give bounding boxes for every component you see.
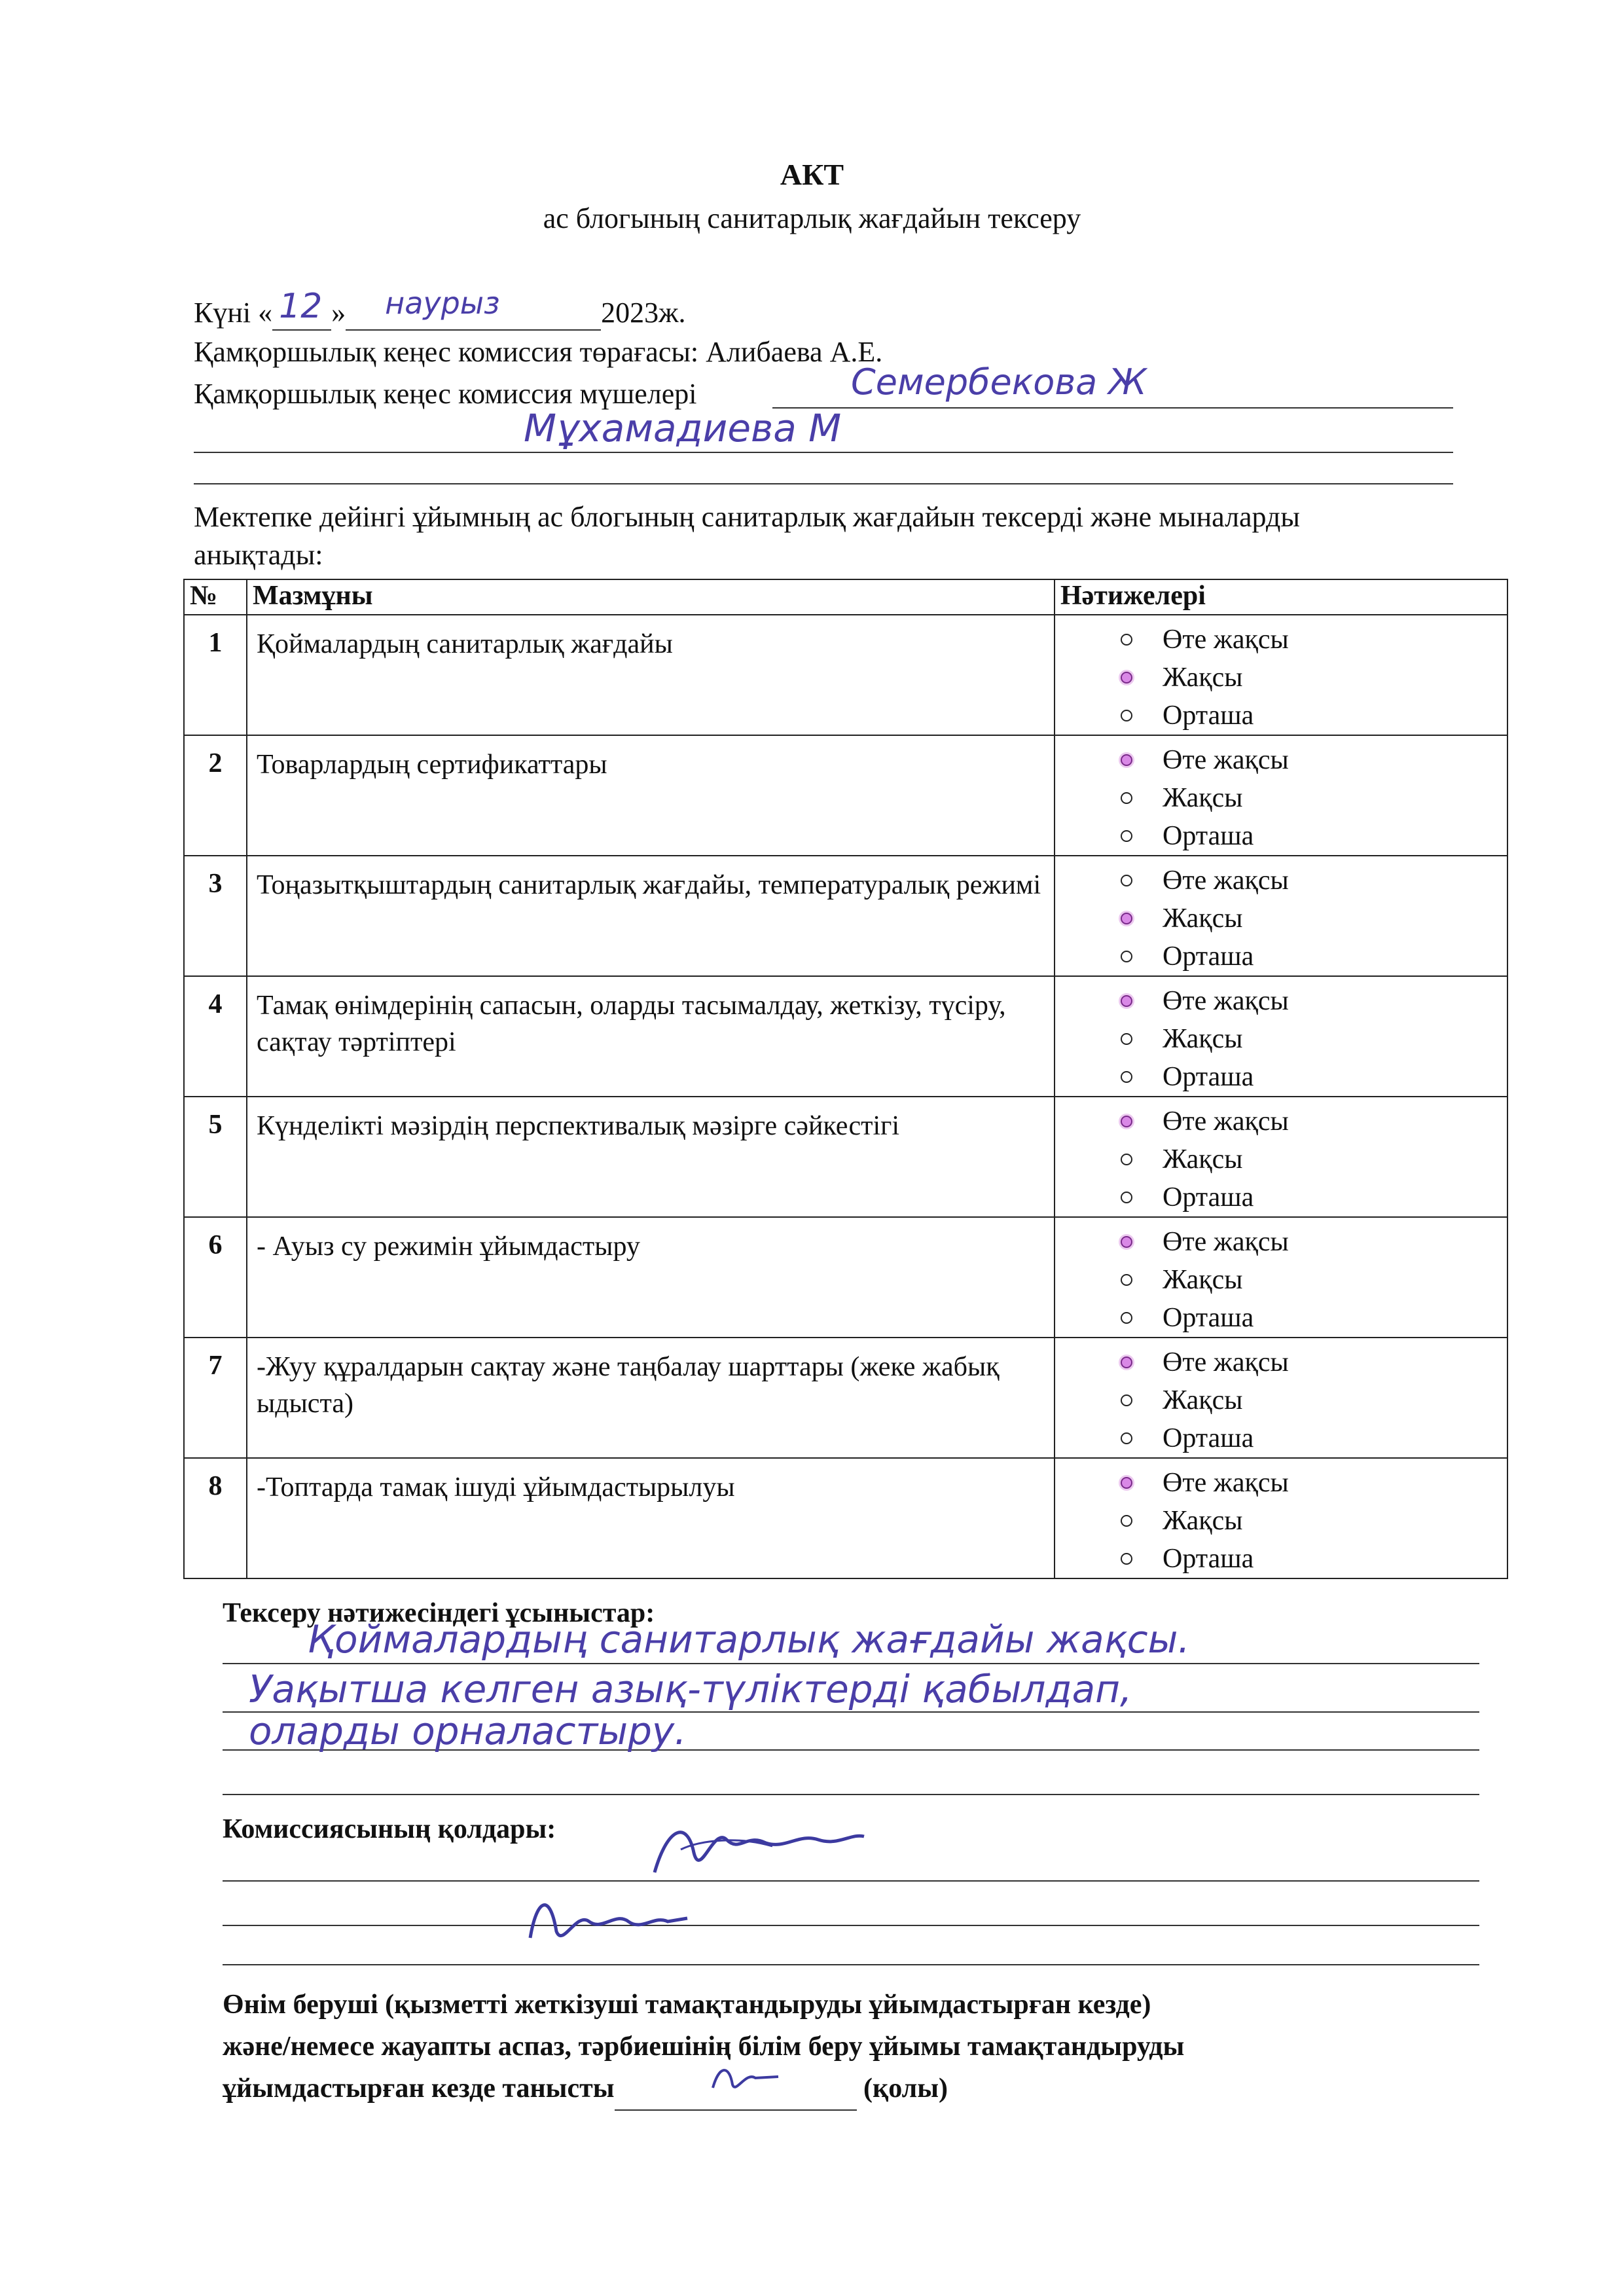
row-results <box>1055 1097 1507 1217</box>
radio-empty-icon[interactable] <box>1121 1553 1132 1565</box>
signature-2 <box>517 1886 713 1958</box>
members-underline-2 <box>194 452 1453 453</box>
table-row <box>184 735 1507 856</box>
footer-line-2: және/немесе жауапты аспаз, тәрбиешінің білім беру ұйымы тамақтандыруды <box>223 2032 1185 2062</box>
result-option[interactable] <box>1121 1058 1507 1096</box>
radio-selected-icon[interactable] <box>1121 754 1132 766</box>
result-option-label: Өте жақсы <box>1163 866 1289 896</box>
date-day: 12 <box>279 287 323 326</box>
table-row <box>184 856 1507 976</box>
radio-selected-icon[interactable] <box>1121 913 1132 924</box>
row-content: Қоймалардың санитарлық жағдайы <box>247 615 1055 735</box>
commission-chair: Қамқоршылық кеңес комиссия төрағасы: Алибаева А.Е. <box>194 336 883 368</box>
footer-line-3-suffix: (қолы) <box>863 2073 948 2104</box>
result-option-label: Орташа <box>1163 1423 1254 1453</box>
radio-empty-icon[interactable] <box>1121 951 1132 962</box>
footer-line-3 <box>223 2068 948 2111</box>
row-number: 8 <box>184 1458 247 1578</box>
row-results <box>1055 1338 1507 1458</box>
row-results <box>1055 735 1507 856</box>
member-1-handwriting: Семербекова Ж <box>851 361 1147 403</box>
member-2-handwriting: Мұхамадиева М <box>524 406 842 450</box>
table-row <box>184 1338 1507 1458</box>
result-option[interactable] <box>1121 621 1507 659</box>
radio-selected-icon[interactable] <box>1121 995 1132 1007</box>
result-option-label: Жақсы <box>1163 663 1243 693</box>
rec-underline-1 <box>223 1663 1479 1664</box>
result-option[interactable] <box>1121 1299 1507 1337</box>
radio-empty-icon[interactable] <box>1121 830 1132 842</box>
result-option[interactable] <box>1121 1381 1507 1419</box>
intro-line-1: Мектепке дейінгі ұйымның ас блогының санитарлық жағдайын тексерді және мыналарды <box>194 501 1300 533</box>
result-option[interactable] <box>1121 697 1507 735</box>
document-subtitle: ас блогының санитарлық жағдайын тексеру <box>543 202 1081 234</box>
result-option[interactable] <box>1121 659 1507 697</box>
result-option[interactable] <box>1121 741 1507 779</box>
radio-empty-icon[interactable] <box>1121 710 1132 721</box>
recommendation-line-2: Уақытша келген азық-түліктерді қабылдап, <box>249 1667 1132 1711</box>
row-results <box>1055 1458 1507 1578</box>
result-option-label: Орташа <box>1163 1303 1254 1333</box>
table-row <box>184 1097 1507 1217</box>
date-suffix: 2023ж. <box>601 297 686 329</box>
row-results <box>1055 976 1507 1097</box>
radio-empty-icon[interactable] <box>1121 1515 1132 1527</box>
row-content: -Топтарда тамақ ішуді ұйымдастырылуы <box>247 1458 1055 1578</box>
result-option-label: Өте жақсы <box>1163 1227 1289 1257</box>
row-content: Тоңазытқыштардың санитарлық жағдайы, температуралық режимі <box>247 856 1055 976</box>
result-option-label: Өте жақсы <box>1163 1106 1289 1137</box>
result-option[interactable] <box>1121 1178 1507 1216</box>
result-option[interactable] <box>1121 900 1507 938</box>
members-underline-1 <box>772 407 1453 409</box>
radio-empty-icon[interactable] <box>1121 875 1132 886</box>
row-number: 7 <box>184 1338 247 1458</box>
result-option-label: Орташа <box>1163 701 1254 731</box>
recommendation-line-1: Қоймалардың санитарлық жағдайы жақсы. <box>308 1617 1190 1662</box>
result-option-label: Жақсы <box>1163 1144 1243 1175</box>
footer-line-1: Өнім беруші (қызметті жеткізуші тамақтандыруды ұйымдастырған кезде) <box>223 1990 1151 2020</box>
result-option[interactable] <box>1121 938 1507 975</box>
result-option[interactable] <box>1121 1223 1507 1261</box>
result-option-label: Жақсы <box>1163 1385 1243 1415</box>
result-option[interactable] <box>1121 1343 1507 1381</box>
result-option-label: Өте жақсы <box>1163 1468 1289 1498</box>
radio-empty-icon[interactable] <box>1121 1432 1132 1444</box>
row-number: 1 <box>184 615 247 735</box>
row-results <box>1055 856 1507 976</box>
footer-line-3-prefix: ұйымдастырған кезде танысты <box>223 2073 615 2104</box>
radio-empty-icon[interactable] <box>1121 1274 1132 1286</box>
result-option-label: Өте жақсы <box>1163 625 1289 655</box>
radio-empty-icon[interactable] <box>1121 1033 1132 1045</box>
result-option[interactable] <box>1121 1140 1507 1178</box>
date-month: наурыз <box>385 285 500 321</box>
recommendation-line-3: оларды орналастыру. <box>249 1709 687 1753</box>
date-prefix: Күні « <box>194 297 273 329</box>
result-option[interactable] <box>1121 817 1507 855</box>
date-day-field <box>272 287 331 331</box>
row-results <box>1055 1217 1507 1338</box>
footer-signature-field <box>615 2068 857 2111</box>
sig-underline-3 <box>223 1964 1479 1965</box>
rec-underline-4 <box>223 1794 1479 1795</box>
radio-empty-icon[interactable] <box>1121 1394 1132 1406</box>
row-content: Күнделікті мәзірдің перспективалық мәзірге сәйкестігі <box>247 1097 1055 1217</box>
signatures-label: Комиссиясының қолдары: <box>223 1814 556 1844</box>
radio-empty-icon[interactable] <box>1121 634 1132 646</box>
sig-underline-2 <box>223 1925 1479 1926</box>
result-option-label: Өте жақсы <box>1163 745 1289 775</box>
result-option[interactable] <box>1121 862 1507 900</box>
radio-selected-icon[interactable] <box>1121 1236 1132 1248</box>
members-underline-3 <box>194 483 1453 484</box>
row-number: 2 <box>184 735 247 856</box>
result-option[interactable] <box>1121 1020 1507 1058</box>
recommendations-label: Тексеру нәтижесіндегі ұсыныстар: <box>223 1598 655 1628</box>
result-option-label: Жақсы <box>1163 903 1243 934</box>
table-row <box>184 976 1507 1097</box>
row-number: 6 <box>184 1217 247 1338</box>
radio-selected-icon[interactable] <box>1121 1477 1132 1489</box>
document-title: АКТ <box>780 158 844 191</box>
row-content: Тамақ өнімдерінің сапасын, оларды тасымалдау, жеткізу, түсіру, сақтау тәртіптері <box>247 976 1055 1097</box>
result-option[interactable] <box>1121 982 1507 1020</box>
footer-signature <box>706 2058 785 2098</box>
result-option-label: Орташа <box>1163 821 1254 851</box>
row-content: Товарлардың сертификаттары <box>247 735 1055 856</box>
result-option-label: Жақсы <box>1163 1024 1243 1054</box>
date-line <box>194 285 686 331</box>
result-option-label: Орташа <box>1163 1544 1254 1574</box>
table-row <box>184 1458 1507 1578</box>
table-row <box>184 1217 1507 1338</box>
inspection-table <box>183 579 1508 1579</box>
date-month-field <box>346 285 601 331</box>
result-option-label: Өте жақсы <box>1163 986 1289 1016</box>
table-row <box>184 615 1507 735</box>
result-option-label: Орташа <box>1163 941 1254 972</box>
result-option-label: Орташа <box>1163 1062 1254 1092</box>
result-option-label: Жақсы <box>1163 783 1243 813</box>
col-header-results: Нәтижелері <box>1055 579 1507 615</box>
date-middle: » <box>331 297 346 329</box>
radio-empty-icon[interactable] <box>1121 1312 1132 1324</box>
row-results <box>1055 615 1507 735</box>
row-number: 3 <box>184 856 247 976</box>
result-option-label: Өте жақсы <box>1163 1347 1289 1377</box>
radio-empty-icon[interactable] <box>1121 792 1132 804</box>
col-header-content: Мазмұны <box>247 579 1055 615</box>
col-header-num: № <box>184 579 247 615</box>
result-option[interactable] <box>1121 1261 1507 1299</box>
radio-empty-icon[interactable] <box>1121 1192 1132 1203</box>
row-content: -Жуу құралдарын сақтау және таңбалау шарттары (жеке жабық ыдыста) <box>247 1338 1055 1458</box>
result-option-label: Жақсы <box>1163 1265 1243 1295</box>
result-option[interactable] <box>1121 1540 1507 1578</box>
signature-1 <box>641 1813 877 1892</box>
result-option-label: Орташа <box>1163 1182 1254 1212</box>
result-option[interactable] <box>1121 1502 1507 1540</box>
result-option[interactable] <box>1121 1419 1507 1457</box>
radio-selected-icon[interactable] <box>1121 1357 1132 1368</box>
radio-selected-icon[interactable] <box>1121 1116 1132 1127</box>
result-option[interactable] <box>1121 779 1507 817</box>
row-number: 4 <box>184 976 247 1097</box>
row-number: 5 <box>184 1097 247 1217</box>
result-option-label: Жақсы <box>1163 1506 1243 1536</box>
result-option[interactable] <box>1121 1464 1507 1502</box>
radio-empty-icon[interactable] <box>1121 1071 1132 1083</box>
radio-selected-icon[interactable] <box>1121 672 1132 683</box>
radio-empty-icon[interactable] <box>1121 1154 1132 1165</box>
result-option[interactable] <box>1121 1102 1507 1140</box>
intro-line-2: анықтады: <box>194 539 323 571</box>
commission-members-label: Қамқоршылық кеңес комиссия мүшелері <box>194 378 697 410</box>
row-content: - Ауыз су режимін ұйымдастыру <box>247 1217 1055 1338</box>
